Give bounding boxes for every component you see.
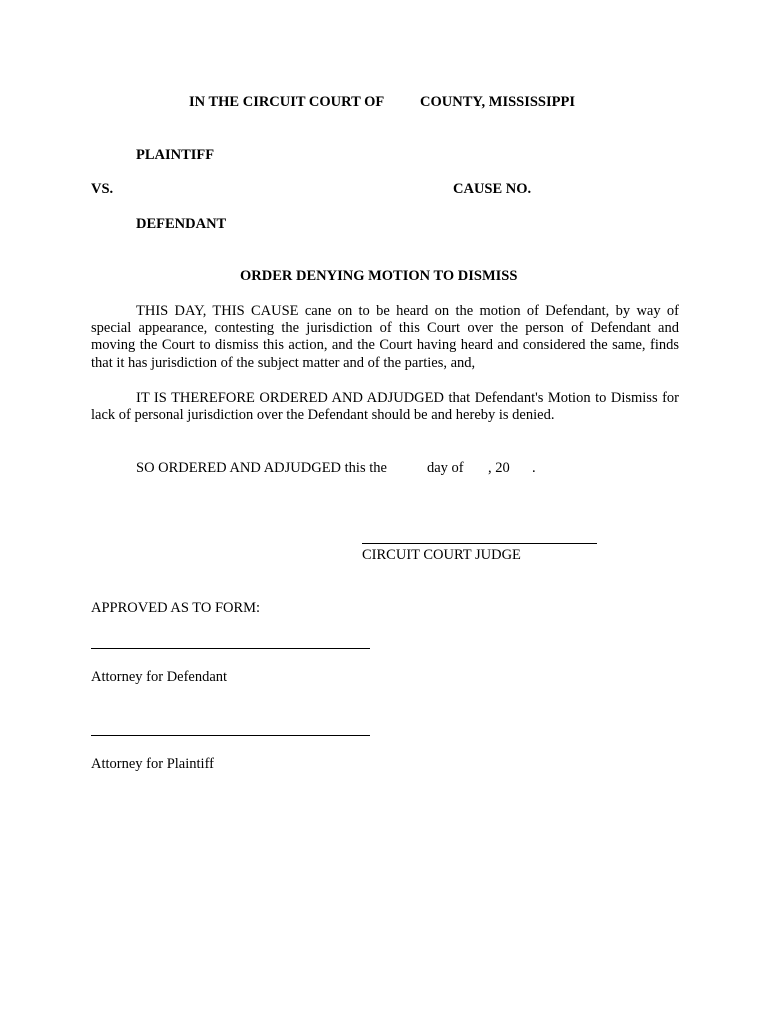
plaintiff-attorney-signature-line [91, 735, 370, 736]
judge-signature-line [362, 543, 597, 544]
body-paragraph-2-text: IT IS THEREFORE ORDERED AND ADJUDGED that Defendant's Motion to Dismiss for lack of personal jurisdiction over the Defendant should be and hereby is denied. [91, 390, 679, 424]
judge-signature-label: CIRCUIT COURT JUDGE [362, 547, 521, 563]
order-title: ORDER DENYING MOTION TO DISMISS [240, 268, 518, 284]
versus-label: VS. [91, 181, 114, 197]
court-heading-left: IN THE CIRCUIT COURT OF [189, 94, 385, 110]
plaintiff-label: PLAINTIFF [136, 147, 215, 163]
defendant-attorney-label: Attorney for Defendant [91, 669, 228, 685]
defendant-attorney-signature-line [91, 648, 370, 649]
court-heading-right: COUNTY, MISSISSIPPI [420, 94, 575, 110]
year-prefix-text: , 20 [488, 460, 510, 476]
approved-as-to-form-label: APPROVED AS TO FORM: [91, 600, 261, 616]
body-paragraph-2 [91, 390, 679, 424]
defendant-label: DEFENDANT [136, 216, 227, 232]
body-paragraph-1 [91, 303, 679, 372]
date-period: . [532, 460, 536, 476]
cause-number-label: CAUSE NO. [453, 181, 532, 197]
day-of-text: day of [427, 460, 464, 476]
so-ordered-text: SO ORDERED AND ADJUDGED this the [136, 460, 387, 476]
body-paragraph-1-text: THIS DAY, THIS CAUSE cane on to be heard on the motion of Defendant, by way of special appearance, contesting the jurisdiction of this Court over the person of Defendant and moving the Court to dismiss this action, and the Court having heard and considered the same, finds that it has jurisdiction of the subject matter and of the parties, and, [91, 303, 679, 371]
plaintiff-attorney-label: Attorney for Plaintiff [91, 756, 214, 772]
